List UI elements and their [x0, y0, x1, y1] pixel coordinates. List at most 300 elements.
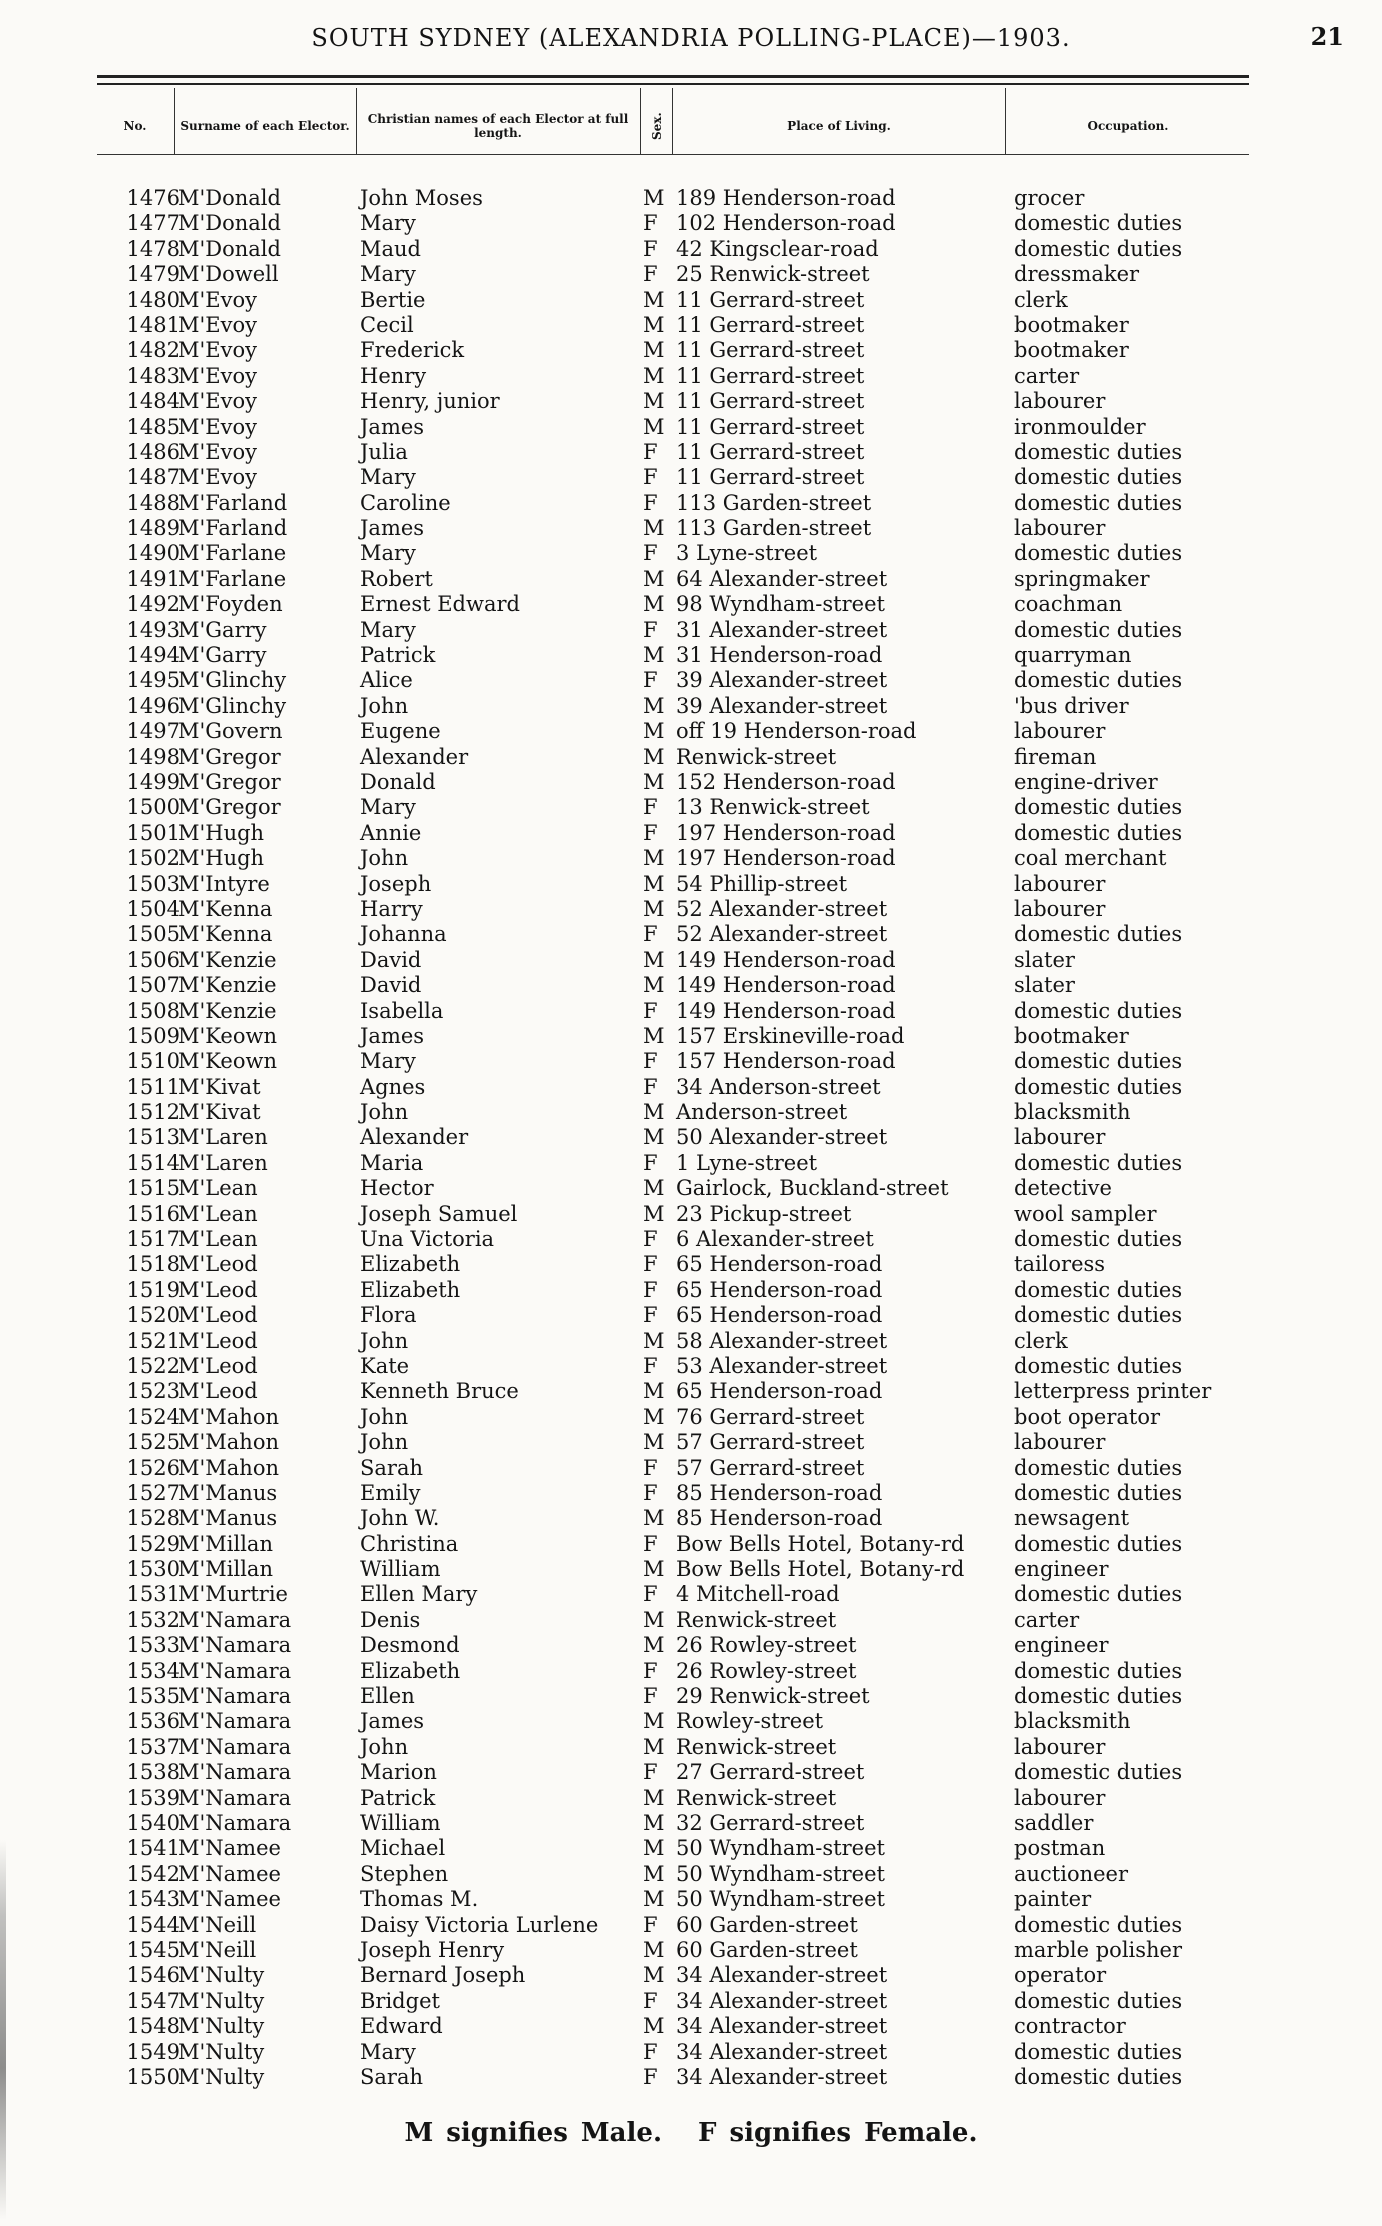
row-christian-names: Isabella	[360, 998, 444, 1023]
row-sex: F	[643, 1684, 658, 1709]
row-sex: M	[643, 516, 665, 541]
row-surname: M'Farland	[178, 516, 288, 541]
row-number: 1536	[126, 1709, 180, 1734]
row-sex: F	[643, 1531, 658, 1556]
row-occupation: labourer	[1014, 896, 1106, 921]
table-row	[0, 922, 1382, 947]
row-number: 1511	[126, 1074, 180, 1099]
row-number: 1509	[126, 1023, 180, 1048]
row-number: 1503	[126, 871, 180, 896]
row-sex: M	[643, 2014, 665, 2039]
row-place-of-living: 149 Henderson-road	[676, 998, 896, 1023]
header-rule-top	[97, 75, 1249, 78]
row-surname: M'Kenzie	[178, 973, 277, 998]
row-number: 1482	[126, 338, 180, 363]
row-christian-names: Annie	[360, 820, 422, 845]
row-occupation: tailoress	[1014, 1252, 1106, 1277]
row-surname: M'Leod	[178, 1328, 258, 1353]
row-occupation: grocer	[1014, 186, 1085, 210]
row-number: 1516	[126, 1201, 180, 1226]
row-place-of-living: 113 Garden-street	[676, 516, 872, 541]
row-number: 1528	[126, 1506, 180, 1531]
row-place-of-living: Anderson-street	[676, 1100, 848, 1125]
row-christian-names: Ellen Mary	[360, 1582, 478, 1607]
table-row	[0, 2065, 1382, 2090]
row-sex: M	[643, 287, 665, 312]
row-christian-names: Maria	[360, 1150, 424, 1175]
table-row	[0, 973, 1382, 998]
row-occupation: slater	[1014, 973, 1075, 998]
header-rule-bottom	[97, 154, 1249, 155]
row-christian-names: Bridget	[360, 1988, 440, 2013]
table-row	[0, 1430, 1382, 1455]
table-row	[0, 1354, 1382, 1379]
row-occupation: domestic duties	[1014, 668, 1183, 693]
row-christian-names: John W.	[360, 1506, 440, 1531]
row-christian-names: Ellen	[360, 1684, 415, 1709]
row-occupation: domestic duties	[1014, 1582, 1183, 1607]
elector-table	[0, 186, 1382, 2090]
row-occupation: quarryman	[1014, 643, 1132, 668]
row-christian-names: Desmond	[360, 1633, 460, 1658]
row-surname: M'Kenna	[178, 922, 273, 947]
row-christian-names: Elizabeth	[360, 1658, 461, 1683]
row-sex: F	[643, 1353, 658, 1378]
table-row	[0, 1456, 1382, 1481]
row-surname: M'Mahon	[178, 1404, 279, 1429]
row-place-of-living: 34 Anderson-street	[676, 1074, 881, 1099]
row-number: 1520	[126, 1303, 180, 1328]
row-place-of-living: 85 Henderson-road	[676, 1506, 883, 1531]
row-sex: F	[643, 2039, 658, 2064]
row-number: 1492	[126, 592, 180, 617]
row-surname: M'Namara	[178, 1760, 292, 1785]
row-occupation: bootmaker	[1014, 338, 1129, 363]
table-row	[0, 516, 1382, 541]
row-surname: M'Intyre	[178, 871, 270, 896]
row-sex: M	[643, 1887, 665, 1912]
row-christian-names: Cecil	[360, 312, 414, 337]
table-row	[0, 1862, 1382, 1887]
row-place-of-living: 65 Henderson-road	[676, 1277, 883, 1302]
row-surname: M'Millan	[178, 1531, 273, 1556]
column-header-surname: Surname of each Elector.	[180, 119, 350, 133]
row-occupation: letterpress printer	[1014, 1379, 1212, 1404]
row-surname: M'Gregor	[178, 769, 281, 794]
row-place-of-living: 58 Alexander-street	[676, 1328, 888, 1353]
row-surname: M'Keown	[178, 1023, 277, 1048]
row-occupation: saddler	[1014, 1811, 1094, 1835]
row-occupation: contractor	[1014, 2014, 1126, 2039]
row-number: 1504	[126, 896, 180, 921]
row-surname: M'Hugh	[178, 846, 265, 871]
row-occupation: domestic duties	[1014, 1760, 1183, 1785]
row-occupation: detective	[1014, 1176, 1112, 1201]
row-occupation: fireman	[1014, 744, 1097, 769]
row-christian-names: Caroline	[360, 490, 451, 515]
table-row	[0, 846, 1382, 871]
table-row	[0, 1760, 1382, 1785]
row-place-of-living: 98 Wyndham-street	[676, 592, 885, 617]
row-christian-names: Kenneth Bruce	[360, 1379, 519, 1404]
row-sex: M	[643, 1176, 665, 1201]
row-place-of-living: 50 Alexander-street	[676, 1125, 888, 1150]
row-christian-names: John	[360, 1328, 409, 1353]
row-christian-names: Michael	[360, 1836, 446, 1861]
row-christian-names: David	[360, 973, 422, 998]
row-sex: M	[643, 338, 665, 363]
row-occupation: domestic duties	[1014, 1074, 1183, 1099]
row-place-of-living: 152 Henderson-road	[676, 769, 896, 794]
row-sex: F	[643, 1912, 658, 1937]
row-sex: F	[643, 541, 658, 566]
row-place-of-living: 85 Henderson-road	[676, 1480, 883, 1505]
row-occupation: domestic duties	[1014, 2039, 1183, 2064]
row-occupation: domestic duties	[1014, 236, 1183, 261]
row-number: 1479	[126, 262, 180, 287]
table-row	[0, 465, 1382, 490]
row-place-of-living: 11 Gerrard-street	[676, 465, 865, 490]
table-row	[0, 1227, 1382, 1252]
row-place-of-living: Gairlock, Buckland-street	[676, 1176, 949, 1201]
row-surname: M'Namara	[178, 1658, 292, 1683]
row-surname: M'Kivat	[178, 1100, 261, 1125]
row-sex: M	[643, 363, 665, 388]
row-surname: M'Foyden	[178, 592, 283, 617]
row-sex: M	[643, 1125, 665, 1150]
row-surname: M'Kivat	[178, 1074, 261, 1099]
row-surname: M'Farlane	[178, 541, 287, 566]
table-row	[0, 1405, 1382, 1430]
row-place-of-living: 34 Alexander-street	[676, 2014, 888, 2039]
row-sex: M	[643, 896, 665, 921]
row-sex: F	[643, 1658, 658, 1683]
row-occupation: labourer	[1014, 719, 1106, 744]
row-occupation: domestic duties	[1014, 1455, 1183, 1480]
row-surname: M'Evoy	[178, 338, 257, 363]
row-place-of-living: 157 Erskineville-road	[676, 1023, 905, 1048]
row-occupation: springmaker	[1014, 566, 1150, 591]
row-christian-names: John	[360, 693, 409, 718]
table-row	[0, 1811, 1382, 1836]
row-surname: M'Evoy	[178, 389, 257, 414]
row-occupation: domestic duties	[1014, 617, 1183, 642]
row-sex: F	[643, 2064, 658, 2089]
row-number: 1486	[126, 439, 180, 464]
row-surname: M'Kenzie	[178, 998, 277, 1023]
row-place-of-living: off 19 Henderson-road	[676, 719, 917, 744]
row-number: 1501	[126, 820, 180, 845]
row-occupation: domestic duties	[1014, 439, 1183, 464]
row-place-of-living: 50 Wyndham-street	[676, 1887, 885, 1912]
row-occupation: domestic duties	[1014, 1684, 1183, 1709]
table-row	[0, 1786, 1382, 1811]
row-sex: F	[643, 439, 658, 464]
row-sex: F	[643, 1277, 658, 1302]
row-occupation: domestic duties	[1014, 1480, 1183, 1505]
row-number: 1507	[126, 973, 180, 998]
row-occupation: clerk	[1014, 1328, 1068, 1353]
table-row	[0, 643, 1382, 668]
row-number: 1542	[126, 1861, 180, 1886]
row-sex: F	[643, 617, 658, 642]
row-sex: M	[643, 1506, 665, 1531]
row-occupation: ironmoulder	[1014, 414, 1146, 439]
row-number: 1544	[126, 1912, 180, 1937]
row-number: 1510	[126, 1049, 180, 1074]
row-sex: F	[643, 1150, 658, 1175]
row-occupation: domestic duties	[1014, 2064, 1183, 2089]
row-christian-names: Henry	[360, 363, 427, 388]
table-row	[0, 999, 1382, 1024]
table-row	[0, 592, 1382, 617]
row-place-of-living: 197 Henderson-road	[676, 846, 896, 871]
row-surname: M'Nulty	[178, 2064, 265, 2089]
table-row	[0, 1557, 1382, 1582]
table-row	[0, 440, 1382, 465]
row-surname: M'Murtrie	[178, 1582, 288, 1607]
table-row	[0, 770, 1382, 795]
row-place-of-living: 3 Lyne-street	[676, 541, 818, 566]
table-row	[0, 719, 1382, 744]
row-surname: M'Mahon	[178, 1455, 279, 1480]
row-sex: F	[643, 465, 658, 490]
row-number: 1484	[126, 389, 180, 414]
table-row	[0, 567, 1382, 592]
row-place-of-living: 31 Alexander-street	[676, 617, 888, 642]
row-occupation: engine-driver	[1014, 769, 1158, 794]
legend-male: M signifies Male.	[404, 2118, 662, 2148]
row-christian-names: Thomas M.	[360, 1887, 479, 1912]
table-row	[0, 541, 1382, 566]
row-sex: M	[643, 1201, 665, 1226]
row-sex: F	[643, 490, 658, 515]
row-surname: M'Namara	[178, 1811, 292, 1835]
row-number: 1532	[126, 1607, 180, 1632]
row-sex: F	[643, 1049, 658, 1074]
row-christian-names: John	[360, 846, 409, 871]
row-surname: M'Nulty	[178, 2039, 265, 2064]
row-surname: M'Lean	[178, 1176, 258, 1201]
table-row	[0, 237, 1382, 262]
row-surname: M'Millan	[178, 1557, 273, 1582]
row-christian-names: Alexander	[360, 744, 469, 769]
legend-female: F signifies Female.	[698, 2118, 978, 2148]
column-separator	[174, 88, 175, 154]
table-row	[0, 1913, 1382, 1938]
row-number: 1549	[126, 2039, 180, 2064]
table-row	[0, 1836, 1382, 1861]
row-christian-names: Joseph Henry	[360, 1937, 505, 1962]
row-occupation: domestic duties	[1014, 795, 1183, 820]
row-christian-names: John	[360, 1404, 409, 1429]
row-christian-names: John	[360, 1734, 409, 1759]
row-occupation: labourer	[1014, 516, 1106, 541]
row-number: 1550	[126, 2064, 180, 2089]
row-christian-names: Mary	[360, 617, 416, 642]
column-separator	[356, 88, 357, 154]
row-sex: F	[643, 1303, 658, 1328]
row-christian-names: Harry	[360, 896, 423, 921]
row-place-of-living: 50 Wyndham-street	[676, 1836, 885, 1861]
row-occupation: 'bus driver	[1014, 693, 1129, 718]
row-surname: M'Garry	[178, 643, 267, 668]
row-christian-names: John	[360, 1430, 409, 1455]
row-number: 1518	[126, 1252, 180, 1277]
row-surname: M'Namara	[178, 1709, 292, 1734]
row-sex: M	[643, 312, 665, 337]
row-occupation: domestic duties	[1014, 998, 1183, 1023]
row-number: 1548	[126, 2014, 180, 2039]
table-row	[0, 262, 1382, 287]
row-christian-names: Henry, junior	[360, 389, 500, 414]
row-christian-names: William	[360, 1557, 441, 1582]
row-place-of-living: Bow Bells Hotel, Botany-rd	[676, 1557, 965, 1582]
row-surname: M'Nulty	[178, 1988, 265, 2013]
page-number: 21	[1310, 22, 1344, 51]
row-place-of-living: Renwick-street	[676, 744, 837, 769]
row-place-of-living: 52 Alexander-street	[676, 896, 888, 921]
row-christian-names: Elizabeth	[360, 1277, 461, 1302]
row-christian-names: Patrick	[360, 643, 436, 668]
row-number: 1523	[126, 1379, 180, 1404]
row-surname: M'Glinchy	[178, 668, 287, 693]
row-occupation: domestic duties	[1014, 1049, 1183, 1074]
row-place-of-living: 27 Gerrard-street	[676, 1760, 865, 1785]
row-surname: M'Namee	[178, 1836, 281, 1861]
row-place-of-living: Renwick-street	[676, 1607, 837, 1632]
row-sex: F	[643, 1227, 658, 1252]
row-place-of-living: Bow Bells Hotel, Botany-rd	[676, 1531, 965, 1556]
table-row	[0, 1049, 1382, 1074]
table-row	[0, 1100, 1382, 1125]
row-occupation: wool sampler	[1014, 1201, 1157, 1226]
row-occupation: blacksmith	[1014, 1100, 1131, 1125]
row-place-of-living: 26 Rowley-street	[676, 1658, 857, 1683]
row-christian-names: Elizabeth	[360, 1252, 461, 1277]
row-surname: M'Evoy	[178, 439, 257, 464]
row-surname: M'Donald	[178, 211, 281, 236]
row-number: 1541	[126, 1836, 180, 1861]
row-place-of-living: 39 Alexander-street	[676, 693, 888, 718]
row-surname: M'Laren	[178, 1125, 268, 1150]
row-surname: M'Donald	[178, 236, 281, 261]
row-place-of-living: 76 Gerrard-street	[676, 1404, 865, 1429]
table-row	[0, 1202, 1382, 1227]
row-sex: M	[643, 846, 665, 871]
row-place-of-living: 25 Renwick-street	[676, 262, 870, 287]
table-row	[0, 1075, 1382, 1100]
row-surname: M'Glinchy	[178, 693, 287, 718]
row-sex: M	[643, 1633, 665, 1658]
row-sex: F	[643, 236, 658, 261]
table-row	[0, 745, 1382, 770]
row-surname: M'Gregor	[178, 795, 281, 820]
row-place-of-living: 23 Pickup-street	[676, 1201, 852, 1226]
row-place-of-living: 11 Gerrard-street	[676, 414, 865, 439]
row-sex: M	[643, 1404, 665, 1429]
row-christian-names: Alice	[360, 668, 413, 693]
row-sex: M	[643, 719, 665, 744]
table-row	[0, 1176, 1382, 1201]
row-number: 1485	[126, 414, 180, 439]
row-surname: M'Manus	[178, 1506, 278, 1531]
row-christian-names: Bertie	[360, 287, 426, 312]
row-occupation: domestic duties	[1014, 490, 1183, 515]
row-occupation: coal merchant	[1014, 846, 1167, 871]
row-number: 1496	[126, 693, 180, 718]
row-occupation: domestic duties	[1014, 1658, 1183, 1683]
row-christian-names: John Moses	[360, 186, 483, 210]
row-place-of-living: 34 Alexander-street	[676, 2064, 888, 2089]
row-place-of-living: 6 Alexander-street	[676, 1227, 874, 1252]
row-surname: M'Leod	[178, 1252, 258, 1277]
row-place-of-living: 4 Mitchell-road	[676, 1582, 840, 1607]
row-surname: M'Nulty	[178, 1963, 265, 1988]
row-christian-names: Joseph	[360, 871, 432, 896]
table-row	[0, 1481, 1382, 1506]
row-place-of-living: 13 Renwick-street	[676, 795, 870, 820]
row-number: 1495	[126, 668, 180, 693]
row-surname: M'Neill	[178, 1937, 257, 1962]
row-place-of-living: 26 Rowley-street	[676, 1633, 857, 1658]
row-christian-names: Alexander	[360, 1125, 469, 1150]
row-occupation: boot operator	[1014, 1404, 1161, 1429]
row-christian-names: Mary	[360, 465, 416, 490]
row-number: 1540	[126, 1811, 180, 1835]
table-row	[0, 313, 1382, 338]
table-row	[0, 415, 1382, 440]
row-number: 1517	[126, 1227, 180, 1252]
row-occupation: domestic duties	[1014, 1988, 1183, 2013]
table-row	[0, 338, 1382, 363]
row-surname: M'Dowell	[178, 262, 279, 287]
table-row	[0, 2014, 1382, 2039]
table-row	[0, 821, 1382, 846]
row-number: 1527	[126, 1480, 180, 1505]
row-christian-names: Maud	[360, 236, 421, 261]
row-place-of-living: Renwick-street	[676, 1785, 837, 1810]
row-surname: M'Hugh	[178, 820, 265, 845]
row-number: 1490	[126, 541, 180, 566]
row-surname: M'Kenzie	[178, 947, 277, 972]
row-number: 1478	[126, 236, 180, 261]
row-surname: M'Evoy	[178, 363, 257, 388]
row-sex: M	[643, 389, 665, 414]
row-occupation: slater	[1014, 947, 1075, 972]
row-place-of-living: 11 Gerrard-street	[676, 287, 865, 312]
row-surname: M'Govern	[178, 719, 283, 744]
row-sex: F	[643, 922, 658, 947]
table-row	[0, 1887, 1382, 1912]
table-row	[0, 1735, 1382, 1760]
header-rule-double	[97, 83, 1249, 85]
row-place-of-living: 34 Alexander-street	[676, 1963, 888, 1988]
row-christian-names: Emily	[360, 1480, 421, 1505]
row-christian-names: Mary	[360, 211, 416, 236]
row-number: 1500	[126, 795, 180, 820]
row-surname: M'Donald	[178, 186, 281, 210]
row-occupation: painter	[1014, 1887, 1092, 1912]
row-christian-names: Ernest Edward	[360, 592, 520, 617]
row-christian-names: Donald	[360, 769, 436, 794]
table-row	[0, 1938, 1382, 1963]
row-number: 1499	[126, 769, 180, 794]
row-surname: M'Leod	[178, 1303, 258, 1328]
row-number: 1525	[126, 1430, 180, 1455]
row-place-of-living: 11 Gerrard-street	[676, 389, 865, 414]
row-occupation: labourer	[1014, 871, 1106, 896]
